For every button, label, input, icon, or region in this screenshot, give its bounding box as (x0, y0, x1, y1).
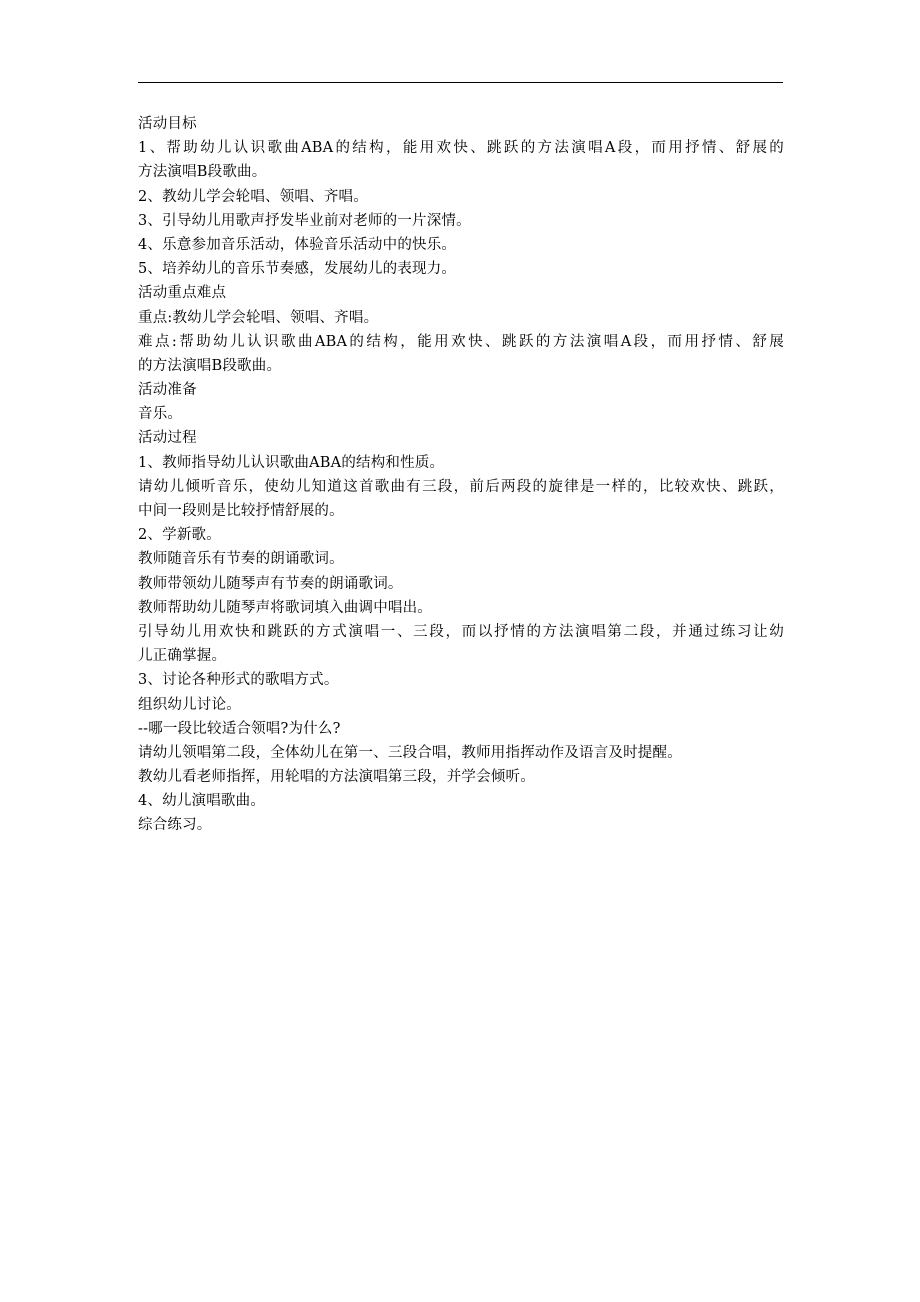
process-step-3-detail-1: 组织幼儿讨论。 (138, 696, 241, 713)
preparation-item: 音乐。 (138, 406, 183, 423)
heading-preparation: 活动准备 (138, 382, 197, 399)
process-step-2-detail-1: 教师随音乐有节奏的朗诵歌词。 (138, 551, 344, 568)
header-rule (138, 82, 783, 83)
goal-1-line-1: 1、帮助幼儿认识歌曲ABA的结构，能用欢快、跳跃的方法演唱A段，而用抒情、舒展的 (138, 140, 784, 157)
heading-activity-goals: 活动目标 (138, 116, 197, 132)
difficult-point-line-2: 的方法演唱B段歌曲。 (138, 357, 282, 374)
process-step-4-detail: 综合练习。 (138, 817, 212, 834)
process-step-1-detail-line-1: 请幼儿倾听音乐，使幼儿知道这首歌曲有三段，前后两段的旋律是一样的，比较欢快、跳跃， (138, 478, 784, 495)
process-step-2-detail-2: 教师带领幼儿随琴声有节奏的朗诵歌词。 (138, 575, 403, 592)
heading-process: 活动过程 (138, 430, 197, 447)
document-body (138, 112, 784, 838)
goal-3: 3、引导幼儿用歌声抒发毕业前对老师的一片深情。 (138, 212, 471, 229)
process-step-3-detail-2: --哪一段比较适合领唱?为什么? (138, 720, 341, 737)
process-step-2-detail-4-line-1: 引导幼儿用欢快和跳跃的方式演唱一、三段，而以抒情的方法演唱第二段，并通过练习让幼 (138, 623, 784, 640)
process-step-2-detail-4-line-2: 儿正确掌握。 (138, 648, 227, 665)
goal-1-line-2: 方法演唱B段歌曲。 (138, 164, 267, 181)
process-step-1-detail-line-2: 中间一段则是比较抒情舒展的。 (138, 503, 344, 519)
goal-2: 2、教幼儿学会轮唱、领唱、齐唱。 (138, 188, 368, 205)
process-step-4: 4、幼儿演唱歌曲。 (138, 793, 266, 810)
heading-key-points: 活动重点难点 (138, 285, 227, 302)
process-step-1: 1、教师指导幼儿认识歌曲ABA的结构和性质。 (138, 454, 445, 471)
process-step-3: 3、讨论各种形式的歌唱方式。 (138, 672, 339, 689)
goal-5: 5、培养幼儿的音乐节奏感，发展幼儿的表现力。 (138, 261, 457, 278)
process-step-3-detail-3: 请幼儿领唱第二段，全体幼儿在第一、三段合唱，教师用指挥动作及语言及时提醒。 (138, 744, 682, 761)
process-step-2: 2、学新歌。 (138, 527, 221, 544)
process-step-3-detail-4: 教幼儿看老师指挥，用轮唱的方法演唱第三段，并学会倾听。 (138, 769, 535, 786)
goal-4: 4、乐意参加音乐活动，体验音乐活动中的快乐。 (138, 236, 457, 253)
difficult-point-line-1: 难点:帮助幼儿认识歌曲ABA的结构，能用欢快、跳跃的方法演唱A段，而用抒情、舒展 (138, 333, 784, 350)
key-point: 重点:教幼儿学会轮唱、领唱、齐唱。 (138, 309, 379, 326)
process-step-2-detail-3: 教师帮助幼儿随琴声将歌词填入曲调中唱出。 (138, 599, 432, 616)
